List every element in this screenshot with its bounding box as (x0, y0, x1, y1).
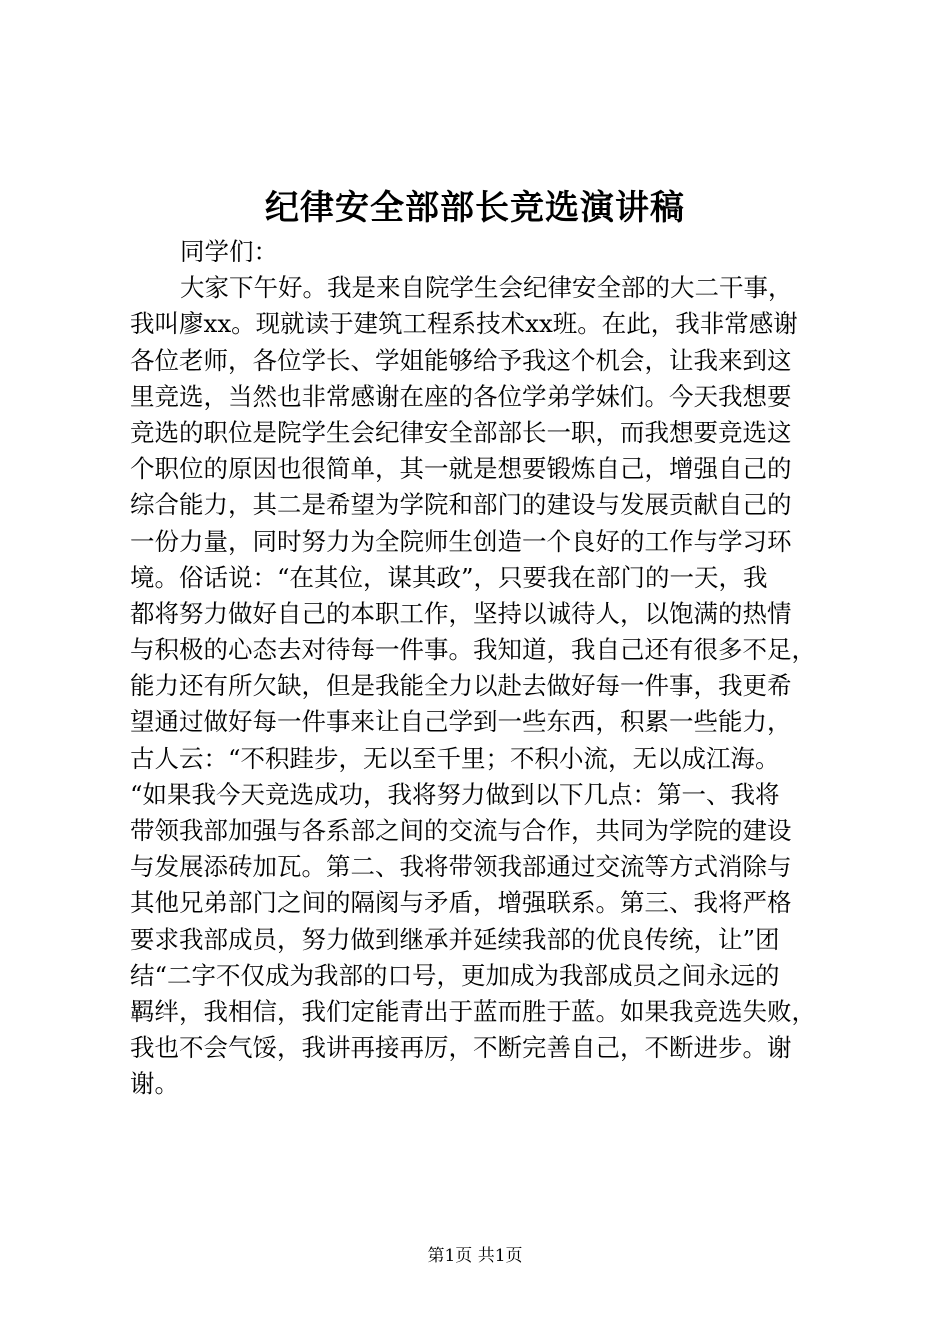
paragraph-line: 与积极的心态去对待每一件事。我知道，我自己还有很多不足， (130, 635, 816, 665)
paragraph-line: 里竞选，当然也非常感谢在座的各位学弟学妹们。今天我想要 (130, 381, 792, 411)
paragraph-line: 带领我部加强与各系部之间的交流与合作，共同为学院的建设 (130, 816, 792, 845)
paragraph-line: 都将努力做好自己的本职工作，坚持以诚待人，以饱满的热情 (130, 598, 792, 628)
paragraph-line: 能力还有所欠缺，但是我能全力以赴去做好每一件事，我更希 (130, 671, 792, 701)
paragraph-line: 与发展添砖加瓦。第二、我将带领我部通过交流等方式消除与 (130, 852, 792, 882)
paragraph-line: 望通过做好每一件事来让自己学到一些东西，积累一些能力， (130, 707, 792, 737)
document-title: 纪律安全部部长竞选演讲稿 (265, 188, 685, 228)
paragraph-line: 要求我部成员，努力做到继承并延续我部的优良传统，让”团 (130, 924, 780, 954)
paragraph-line: 羁绊，我相信，我们定能青出于蓝而胜于蓝。如果我竞选失败， (130, 996, 816, 1026)
paragraph-line: 一份力量，同时努力为全院师生创造一个良好的工作与学习环 (130, 526, 792, 556)
paragraph-line: 我叫廖xx。现就读于建筑工程系技术xx班。在此，我非常感谢 (130, 309, 798, 339)
paragraph-line: 古人云：“不积跬步，无以至千里；不积小流，无以成江海。 (130, 743, 780, 773)
paragraph-line: 我也不会气馁，我讲再接再厉，不断完善自己，不断进步。谢 (130, 1033, 792, 1063)
paragraph-line: 谢。 (130, 1069, 179, 1099)
paragraph-line: 竞选的职位是院学生会纪律安全部部长一职，而我想要竞选这 (130, 417, 792, 447)
paragraph-line: 结“二字不仅成为我部的口号，更加成为我部成员之间永远的 (130, 960, 780, 990)
paragraph-line: 其他兄弟部门之间的隔阂与矛盾，增强联系。第三、我将严格 (130, 888, 792, 918)
paragraph-line: 大家下午好。我是来自院学生会纪律安全部的大二干事， (180, 273, 793, 303)
document-body (130, 234, 830, 1103)
paragraph-line: 境。俗话说：“在其位，谋其政”，只要我在部门的一天，我 (130, 562, 768, 592)
paragraph-line: 各位老师，各位学长、学姐能够给予我这个机会，让我来到这 (130, 345, 792, 375)
paragraph-line: 综合能力，其二是希望为学院和部门的建设与发展贡献自己的 (130, 490, 792, 520)
page-footer: 第1页 共1页 (427, 1246, 523, 1266)
paragraph-line: 个职位的原因也很简单，其一就是想要锻炼自己，增强自己的 (130, 454, 792, 484)
paragraph-line: “如果我今天竞选成功，我将努力做到以下几点：第一、我将 (130, 779, 780, 809)
salutation: 同学们： (180, 237, 278, 266)
